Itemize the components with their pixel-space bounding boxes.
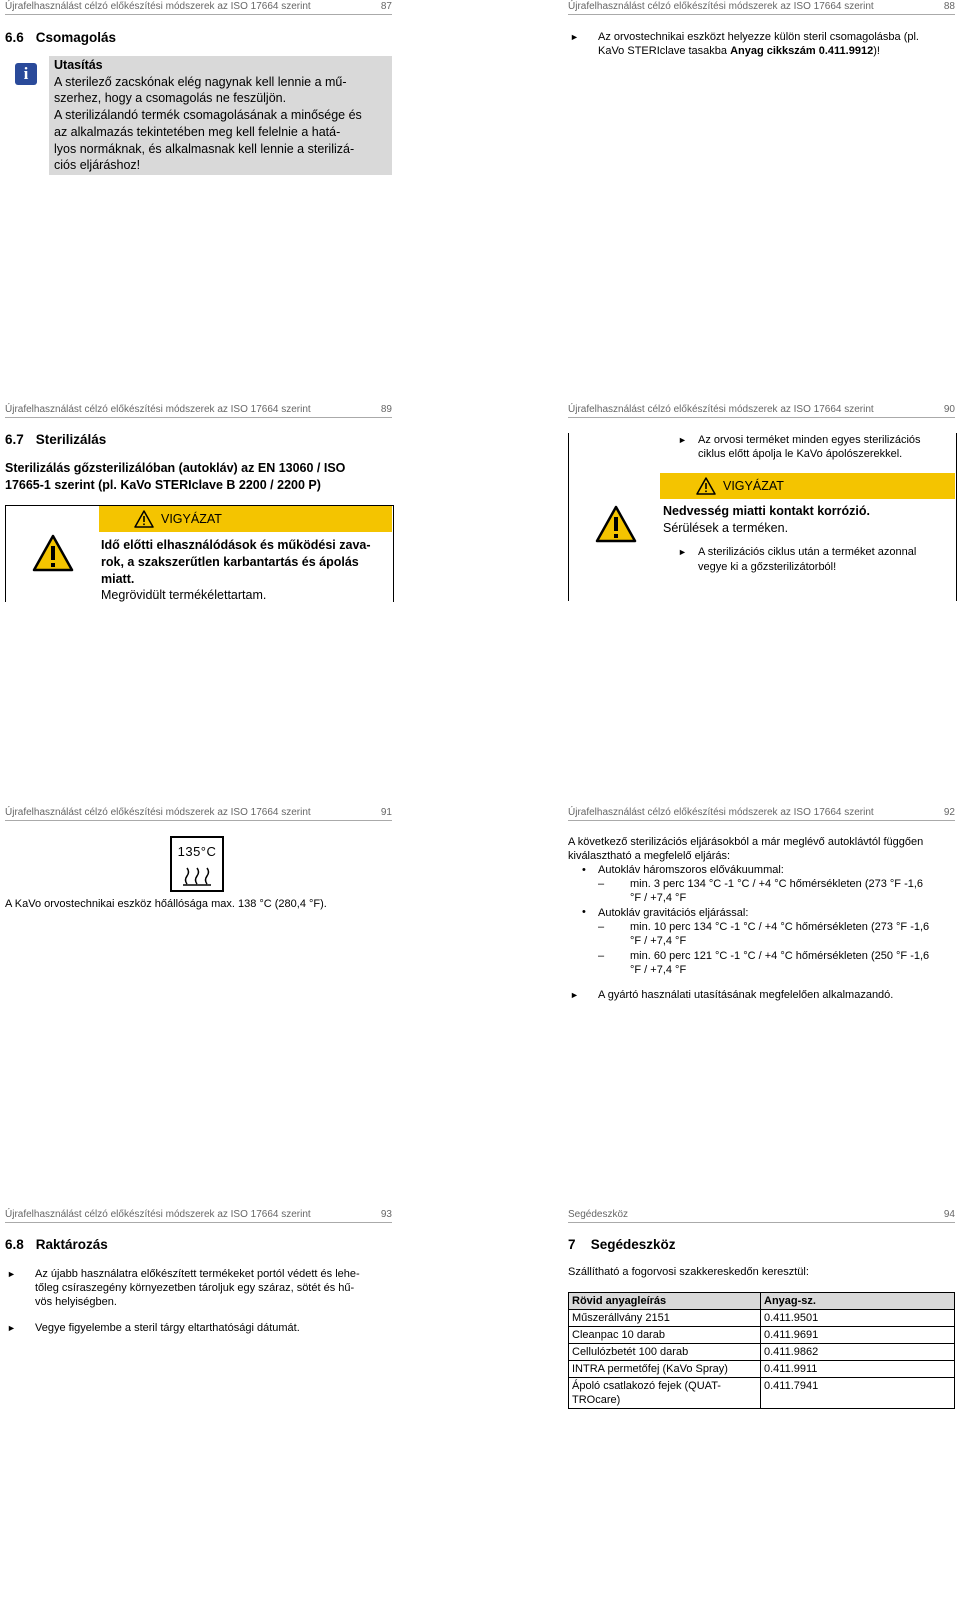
page-92 <box>568 806 955 1196</box>
column-header: Rövid anyagleírás <box>569 1293 761 1310</box>
page-number: 89 <box>380 404 392 415</box>
warning-banner <box>660 473 955 499</box>
page-header <box>568 1208 955 1223</box>
warning-triangle-icon <box>134 510 154 528</box>
page-number: 93 <box>380 1209 392 1220</box>
header-title: Segédeszköz <box>568 1209 629 1220</box>
header-title: Újrafelhasználást célzó előkészítési módszerek az ISO 17664 szerint <box>5 807 311 818</box>
step-arrow-icon: ► <box>7 1323 16 1333</box>
warning-banner <box>99 506 392 532</box>
section-title: Segédeszköz <box>590 1237 676 1252</box>
step-arrow-icon: ► <box>570 990 579 1000</box>
cell-line: Ápoló csatlakozó fejek (QUAT- <box>572 1380 721 1392</box>
body-text: A következő sterilizációs eljárásokból a már meglévő autoklávtól függően <box>568 836 924 848</box>
body-text: A KaVo orvostechnikai eszköz hőállósága max. 138 °C (280,4 °F). <box>5 898 327 910</box>
info-line: A sterilizálandó termék csomagolásának a minősége és <box>54 108 362 122</box>
body-text: Szállítható a fogorvosi szakkereskedőn keresztül: <box>568 1266 809 1278</box>
warning-text: miatt. <box>101 572 135 586</box>
cell-line: TROcare) <box>572 1394 621 1406</box>
sub-bullet-text: min. 60 perc 121 °C -1 °C / +4 °C hőmérsékleten (250 °F -1,6 <box>630 950 930 962</box>
sub-bullet-text: °F / +7,4 °F <box>630 935 687 947</box>
header-title: Újrafelhasználást célzó előkészítési módszerek az ISO 17664 szerint <box>568 404 874 415</box>
page-header <box>5 0 392 15</box>
info-icon: i <box>15 63 37 85</box>
page-91 <box>5 806 392 1196</box>
symbol-temperature: 135°C <box>177 844 217 859</box>
page-number: 90 <box>943 404 955 415</box>
text-fragment: KaVo STERIclave tasakba <box>598 45 731 57</box>
step-text: Vegye figyelembe a steril tárgy eltarthatósági dátumát. <box>35 1322 300 1334</box>
page-header <box>568 403 955 418</box>
subheading: Sterilizálás gőzsterilizálóban (autokláv) az EN 13060 / ISO <box>5 461 346 475</box>
page-number: 94 <box>943 1209 955 1220</box>
table-cell: Műszerállvány 2151 <box>569 1310 761 1327</box>
table-cell: 0.411.9501 <box>761 1310 955 1327</box>
warning-triangle-icon <box>32 534 74 572</box>
sub-bullet-text: min. 3 perc 134 °C -1 °C / +4 °C hőmérsékleten (273 °F -1,6 <box>630 878 924 890</box>
table-cell: 0.411.9862 <box>761 1344 955 1361</box>
page-number: 87 <box>380 1 392 12</box>
page-90 <box>568 403 955 793</box>
warning-text: Nedvesség miatti kontakt korrózió. <box>663 504 871 518</box>
step-text: tőleg csíraszegény környezetben tároljuk egy száraz, sötét és hű- <box>35 1282 355 1294</box>
info-line: A sterilező zacskónak elég nagynak kell lennie a mű- <box>54 75 347 89</box>
step-arrow-icon: ► <box>678 547 687 557</box>
step-text: Az orvostechnikai eszközt helyezze külön steril csomagolásba (pl. <box>598 31 919 43</box>
info-line: lyos normáknak, és alkalmasnak kell lennie a sterilizá- <box>54 142 355 156</box>
page-number: 88 <box>943 1 955 12</box>
table-cell: Cleanpac 10 darab <box>569 1327 761 1344</box>
material-number: Anyag cikkszám 0.411.9912 <box>730 45 874 57</box>
dash: – <box>598 878 605 890</box>
header-title: Újrafelhasználást célzó előkészítési módszerek az ISO 17664 szerint <box>5 404 311 415</box>
section-title: Sterilizálás <box>35 432 107 447</box>
warning-text: Idő előtti elhasználódások és működési zava- <box>101 538 371 552</box>
table-cell: 0.411.9911 <box>761 1361 955 1378</box>
bullet-text: Autokláv gravitációs eljárással: <box>598 907 749 919</box>
warning-triangle-icon <box>696 477 716 495</box>
page-88 <box>568 0 955 390</box>
header-title: Újrafelhasználást célzó előkészítési módszerek az ISO 17664 szerint <box>5 1 311 12</box>
section-number: 7 <box>568 1237 576 1252</box>
table-cell: 0.411.9691 <box>761 1327 955 1344</box>
page-header <box>5 403 392 418</box>
dash: – <box>598 921 605 933</box>
warning-label: VIGYÁZAT <box>161 512 222 526</box>
page-header <box>5 806 392 821</box>
column-header: Anyag-sz. <box>761 1293 955 1310</box>
step-arrow-icon: ► <box>7 1269 16 1279</box>
warning-consequence: Megrövidült termékélettartam. <box>101 588 267 602</box>
table-row <box>569 1310 955 1327</box>
info-box <box>49 56 392 175</box>
table-cell: INTRA permetőfej (KaVo Spray) <box>569 1361 761 1378</box>
page-header <box>568 0 955 15</box>
step-text: A gyártó használati utasításának megfelelően alkalmazandó. <box>598 989 894 1001</box>
info-title: Utasítás <box>54 58 103 72</box>
step-text: ciklus előtt ápolja le KaVo ápolószerekkel. <box>698 448 903 460</box>
warning-text: rok, a szakszerűtlen karbantartás és ápolás <box>101 555 359 569</box>
section-heading <box>568 1237 676 1252</box>
heat-waves-icon <box>182 866 212 886</box>
accessories-table <box>568 1292 955 1409</box>
bullet-dot: • <box>582 906 586 918</box>
warning-consequence: Sérülések a terméken. <box>663 521 789 535</box>
step-text <box>598 44 880 58</box>
page-number: 91 <box>380 807 392 818</box>
bullet-dot: • <box>582 864 586 876</box>
step-text: A sterilizációs ciklus után a terméket azonnal <box>698 546 917 558</box>
table-header-row <box>569 1293 955 1310</box>
text-fragment: )! <box>873 45 880 57</box>
step-arrow-icon: ► <box>678 435 687 445</box>
table-row <box>569 1327 955 1344</box>
header-title: Újrafelhasználást célzó előkészítési módszerek az ISO 17664 szerint <box>568 1 874 12</box>
heat-resistance-symbol <box>170 836 224 892</box>
warning-label: VIGYÁZAT <box>723 479 784 493</box>
header-title: Újrafelhasználást célzó előkészítési módszerek az ISO 17664 szerint <box>568 807 874 818</box>
table-cell: 0.411.7941 <box>761 1378 955 1409</box>
section-title: Csomagolás <box>35 30 117 45</box>
section-number: 6.8 <box>5 1237 24 1252</box>
page-header <box>5 1208 392 1223</box>
section-title: Raktározás <box>35 1237 108 1252</box>
section-number: 6.6 <box>5 30 24 45</box>
page-header <box>568 806 955 821</box>
step-arrow-icon: ► <box>570 32 579 42</box>
info-line: az alkalmazás tekintetében meg kell felelnie a hatá- <box>54 125 341 139</box>
page-94 <box>568 1208 955 1598</box>
section-heading <box>5 432 106 447</box>
warning-block <box>5 505 394 602</box>
body-text: kiválasztható a megfelelő eljárás: <box>568 850 731 862</box>
step-text: Az orvosi terméket minden egyes sterilizációs <box>698 434 921 446</box>
table-row <box>569 1361 955 1378</box>
table-row <box>569 1344 955 1361</box>
subheading: 17665-1 szerint (pl. KaVo STERIclave B 2200 / 2200 P) <box>5 478 321 492</box>
page-93 <box>5 1208 392 1598</box>
sub-bullet-text: min. 10 perc 134 °C -1 °C / +4 °C hőmérsékleten (273 °F -1,6 <box>630 921 930 933</box>
page-87 <box>5 0 392 390</box>
sub-bullet-text: °F / +7,4 °F <box>630 964 687 976</box>
section-heading <box>5 30 116 45</box>
bullet-text: Autokláv háromszoros elővákuummal: <box>598 864 784 876</box>
header-title: Újrafelhasználást célzó előkészítési módszerek az ISO 17664 szerint <box>5 1209 311 1220</box>
table-row <box>569 1378 955 1409</box>
dash: – <box>598 950 605 962</box>
warning-block <box>568 433 957 601</box>
step-text: vegye ki a gőzsterilizátorból! <box>698 561 837 573</box>
warning-triangle-icon <box>595 505 637 543</box>
info-line: szerhez, hogy a csomagolás ne feszüljön. <box>54 91 287 105</box>
page-number: 92 <box>943 807 955 818</box>
step-text: Az újabb használatra előkészített termékeket portól védett és lehe- <box>35 1268 360 1280</box>
table-cell <box>569 1378 761 1409</box>
table-cell: Cellulózbetét 100 darab <box>569 1344 761 1361</box>
page-89 <box>5 403 392 793</box>
sub-bullet-text: °F / +7,4 °F <box>630 892 687 904</box>
info-line: ciós eljáráshoz! <box>54 158 141 172</box>
step-text: vös helyiségben. <box>35 1296 117 1308</box>
section-number: 6.7 <box>5 432 24 447</box>
section-heading <box>5 1237 108 1252</box>
